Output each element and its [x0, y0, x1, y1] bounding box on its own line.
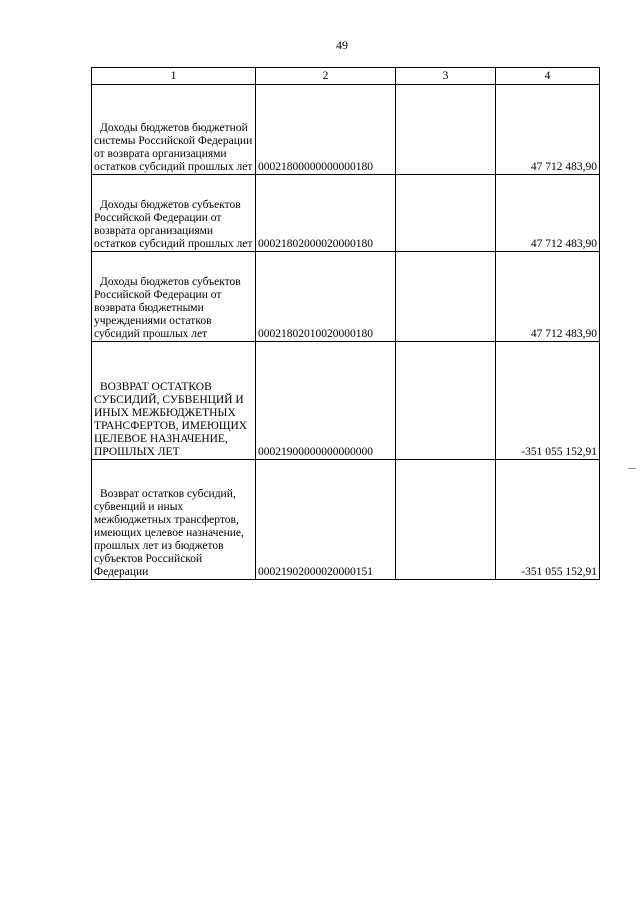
row-code: 00021902000020000151 [256, 460, 396, 580]
row-code: 00021802010020000180 [256, 252, 396, 342]
row-name [92, 175, 256, 252]
row-amount: -351 055 152,91 [496, 342, 600, 460]
scan-edge-mark [628, 468, 636, 469]
row-code: 00021800000000000180 [256, 85, 396, 175]
table-row [92, 175, 600, 252]
row-code: 00021802000020000180 [256, 175, 396, 252]
budget-table [91, 67, 600, 580]
row-amount: 47 712 483,90 [496, 252, 600, 342]
table-row [92, 342, 600, 460]
row-name-text: Доходы бюджетов бюджетной системы Российской Федерации от возврата организациями остатков субсидий прошлых лет [94, 122, 253, 173]
row-name-text: ВОЗВРАТ ОСТАТКОВ СУБСИДИЙ, СУБВЕНЦИЙ И ИНЫХ МЕЖБЮДЖЕТНЫХ ТРАНСФЕРТОВ, ИМЕЮЩИХ ЦЕЛЕВОЕ НАЗНАЧЕНИЕ, ПРОШЛЫХ ЛЕТ [94, 381, 248, 458]
table-header-row [92, 68, 600, 85]
row-amount: 47 712 483,90 [496, 175, 600, 252]
row-amount: 47 712 483,90 [496, 85, 600, 175]
row-name [92, 460, 256, 580]
row-col3 [396, 85, 496, 175]
row-name [92, 342, 256, 460]
row-name [92, 252, 256, 342]
row-col3 [396, 252, 496, 342]
page-number: 49 [336, 38, 348, 52]
row-amount: -351 055 152,91 [496, 460, 600, 580]
row-name [92, 85, 256, 175]
row-code: 00021900000000000000 [256, 342, 396, 460]
table-row [92, 252, 600, 342]
table-row [92, 460, 600, 580]
row-name-text: Доходы бюджетов субъектов Российской Федерации от возврата организациями остатков субсидий прошлых лет [94, 199, 253, 250]
row-name-text: Возврат остатков субсидий, субвенций и иных межбюджетных трансфертов, имеющих целевое назначение, прошлых лет из бюджетов субъектов Российской Федерации [94, 488, 244, 578]
header-col-3: 3 [396, 68, 496, 85]
row-col3 [396, 342, 496, 460]
header-col-2: 2 [256, 68, 396, 85]
header-col-1: 1 [92, 68, 256, 85]
row-name-text: Доходы бюджетов субъектов Российской Федерации от возврата бюджетными учреждениями остатков субсидий прошлых лет [94, 276, 241, 340]
row-col3 [396, 175, 496, 252]
row-col3 [396, 460, 496, 580]
header-col-4: 4 [496, 68, 600, 85]
table-row [92, 85, 600, 175]
